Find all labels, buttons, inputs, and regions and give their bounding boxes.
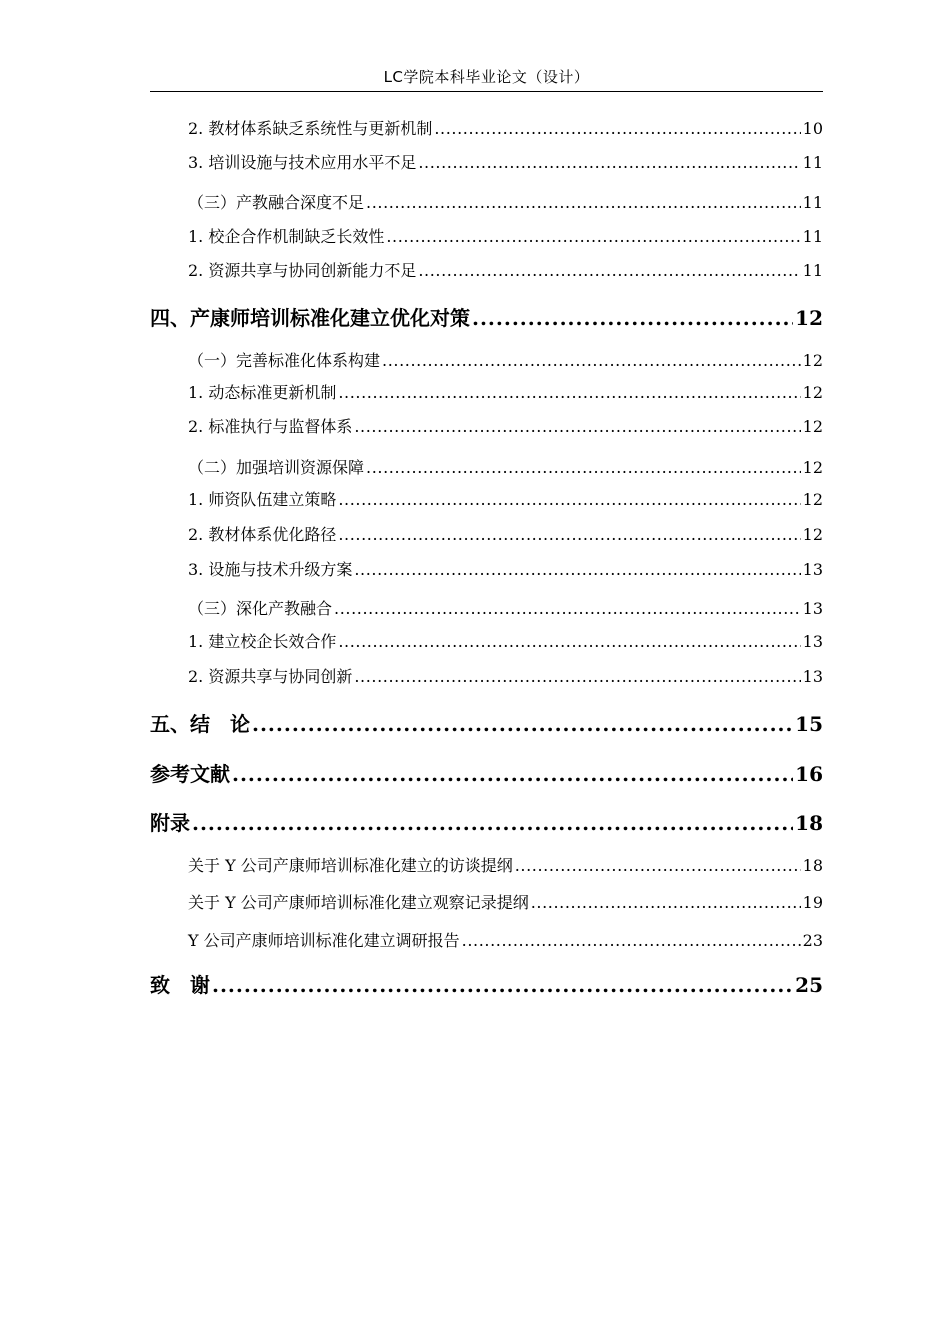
- toc-entry-page: 10: [802, 119, 823, 138]
- toc-chapter-entry[interactable]: [150, 807, 823, 836]
- toc-entry-title: （二）加强培训资源保障: [188, 458, 365, 477]
- toc-entry[interactable]: [188, 629, 823, 652]
- toc-entry-page: 15: [795, 712, 823, 736]
- toc-entry[interactable]: [188, 487, 823, 510]
- toc-entry-page: 12: [802, 351, 823, 370]
- toc-entry-page: 12: [802, 383, 823, 402]
- toc-entry-page: 11: [802, 153, 823, 172]
- toc-entry-page: 12: [802, 525, 823, 544]
- toc-leader-dots: [232, 762, 793, 786]
- toc-entry-title: 参考文献: [150, 762, 230, 786]
- toc-leader-dots: [338, 632, 800, 651]
- toc-entry-title: 1. 动态标准更新机制: [188, 383, 337, 402]
- toc-leader-dots: [386, 227, 800, 246]
- toc-leader-dots: [354, 417, 800, 436]
- toc-entry-title: （一）完善标准化体系构建: [188, 351, 381, 370]
- toc-entry-title: 3. 培训设施与技术应用水平不足: [188, 153, 417, 172]
- toc-entry-page: 16: [795, 762, 823, 786]
- toc-entry-page: 12: [802, 458, 823, 477]
- page-header-title: LC学院本科毕业论文（设计）: [383, 68, 590, 86]
- toc-entry[interactable]: [188, 224, 823, 247]
- toc-entry[interactable]: [188, 116, 823, 139]
- toc-entry[interactable]: [188, 890, 823, 913]
- toc-leader-dots: [252, 712, 793, 736]
- toc-entry[interactable]: [188, 928, 823, 951]
- toc-entry-title: 2. 资源共享与协同创新能力不足: [188, 261, 417, 280]
- toc-entry-title: 关于 Y 公司产康师培训标准化建立的访谈提纲: [188, 856, 513, 875]
- toc-leader-dots: [338, 490, 800, 509]
- toc-entry-page: 18: [802, 856, 823, 875]
- toc-leader-dots: [462, 931, 801, 950]
- toc-entry[interactable]: [188, 853, 823, 876]
- toc-entry-title: Y 公司产康师培训标准化建立调研报告: [188, 931, 460, 950]
- toc-entry[interactable]: [188, 664, 823, 687]
- toc-entry[interactable]: [188, 258, 823, 281]
- toc-entry-title: 2. 标准执行与监督体系: [188, 417, 353, 436]
- toc-entry[interactable]: [188, 596, 823, 619]
- toc-entry-title: 2. 教材体系缺乏系统性与更新机制: [188, 119, 433, 138]
- toc-entry[interactable]: [188, 557, 823, 580]
- toc-entry-page: 25: [795, 973, 823, 997]
- toc-entry[interactable]: [188, 414, 823, 437]
- toc-leader-dots: [366, 458, 801, 477]
- toc-entry-page: 13: [802, 560, 823, 579]
- toc-leader-dots: [334, 599, 801, 618]
- toc-leader-dots: [212, 973, 793, 997]
- toc-entry-title: （三）深化产教融合: [188, 599, 333, 618]
- toc-leader-dots: [338, 525, 800, 544]
- toc-entry[interactable]: [188, 348, 823, 371]
- toc-entry-page: 13: [802, 632, 823, 651]
- toc-leader-dots: [366, 193, 801, 212]
- toc-entry-page: 11: [802, 227, 823, 246]
- toc-leader-dots: [515, 856, 801, 875]
- toc-entry-page: 23: [802, 931, 823, 950]
- toc-entry-page: 13: [802, 599, 823, 618]
- toc-leader-dots: [354, 560, 800, 579]
- toc-entry[interactable]: [188, 380, 823, 403]
- toc-entry-title: （三）产教融合深度不足: [188, 193, 365, 212]
- toc-leader-dots: [418, 261, 800, 280]
- toc-entry-title: 2. 教材体系优化路径: [188, 525, 337, 544]
- toc-chapter-entry[interactable]: [150, 708, 823, 737]
- toc-leader-dots: [382, 351, 801, 370]
- toc-leader-dots: [434, 119, 800, 138]
- toc-entry-page: 12: [802, 417, 823, 436]
- toc-entry[interactable]: [188, 522, 823, 545]
- toc-leader-dots: [531, 893, 801, 912]
- toc-entry-title: 附录: [150, 811, 190, 835]
- toc-chapter-entry[interactable]: [150, 302, 823, 331]
- toc-entry-page: 13: [802, 667, 823, 686]
- toc-entry-title: 关于 Y 公司产康师培训标准化建立观察记录提纲: [188, 893, 529, 912]
- toc-entry-title: 四、产康师培训标准化建立优化对策: [150, 306, 470, 330]
- toc-entry-title: 1. 校企合作机制缺乏长效性: [188, 227, 385, 246]
- toc-entry[interactable]: [188, 190, 823, 213]
- toc-entry-title: 致 谢: [150, 973, 210, 997]
- toc-chapter-entry[interactable]: [150, 969, 823, 998]
- toc-entry-title: 1. 师资队伍建立策略: [188, 490, 337, 509]
- toc-leader-dots: [338, 383, 800, 402]
- toc-entry-page: 18: [795, 811, 823, 835]
- toc-entry-page: 19: [802, 893, 823, 912]
- toc-entry-title: 五、结 论: [150, 712, 250, 736]
- toc-entry-page: 11: [802, 261, 823, 280]
- toc-leader-dots: [418, 153, 800, 172]
- toc-entry-title: 3. 设施与技术升级方案: [188, 560, 353, 579]
- toc-entry-page: 11: [802, 193, 823, 212]
- toc-entry-title: 1. 建立校企长效合作: [188, 632, 337, 651]
- toc-entry-page: 12: [802, 490, 823, 509]
- toc-leader-dots: [354, 667, 800, 686]
- toc-entry[interactable]: [188, 150, 823, 173]
- toc-entry[interactable]: [188, 455, 823, 478]
- toc-leader-dots: [192, 811, 793, 835]
- toc-leader-dots: [472, 306, 793, 330]
- toc-entry-page: 12: [795, 306, 823, 330]
- toc-entry-title: 2. 资源共享与协同创新: [188, 667, 353, 686]
- toc-chapter-entry[interactable]: [150, 758, 823, 787]
